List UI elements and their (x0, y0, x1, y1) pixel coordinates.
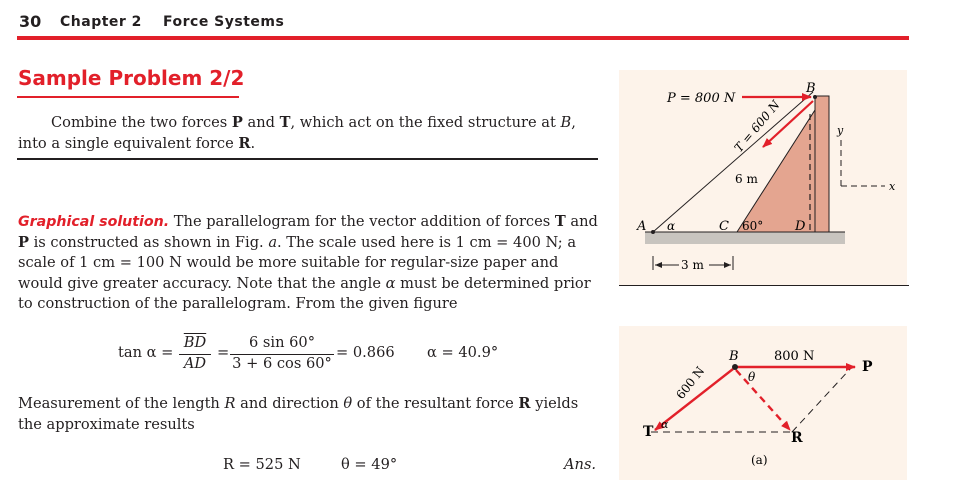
page-number: 30 (19, 12, 42, 31)
structure-figure (619, 70, 907, 285)
label-T-mag: 600 N (673, 363, 708, 402)
svg-text:θ: θ (748, 370, 756, 384)
svg-text:60°: 60° (742, 219, 764, 233)
ground (645, 232, 845, 244)
svg-text:D: D (795, 219, 806, 234)
svg-text:α: α (661, 418, 669, 431)
svg-text:x: x (889, 180, 896, 193)
structure-diagram (619, 70, 907, 285)
title-underline (17, 96, 239, 98)
graphical-solution-paragraph: Graphical solution. The parallelogram for the vector addition of forces T and P is constructed as shown in Fig. a. The scale used here is 1 cm = 400 N; a scale of 1 cm = 100 N would be more suitable for regular-size paper and would give greater accuracy. Note that the angle α must be determined prior to construction of the parallelogram. From the given figure (18, 213, 598, 312)
svg-text:R: R (791, 430, 803, 446)
chapter-label: Chapter 2 (60, 14, 142, 30)
label-P: P = 800 N (667, 91, 736, 106)
answer-label: Ans. (564, 456, 597, 473)
result-line (0, 456, 600, 478)
svg-text:B: B (806, 81, 816, 96)
svg-text:y: y (837, 124, 844, 137)
sample-problem-title: Sample Problem 2/2 (18, 66, 245, 90)
measurement-paragraph: Measurement of the length R and direction θ of the resultant force R yields the approximate results (18, 395, 579, 433)
parallelogram-diagram (619, 326, 907, 480)
figure-rule (619, 285, 909, 286)
svg-text:C: C (719, 219, 729, 234)
result-R: R = 525 N (223, 456, 301, 473)
svg-text:P: P (862, 359, 873, 375)
label-T: T = 600 N (731, 97, 783, 155)
statement-rule (17, 158, 598, 160)
svg-text:T: T (643, 424, 654, 440)
svg-text:A: A (637, 219, 647, 234)
svg-text:B: B (729, 349, 739, 364)
problem-statement: Combine the two forces P and T, which act on the fixed structure at B, into a single equivalent force R. (18, 114, 576, 152)
vertical-wall (815, 96, 829, 232)
figure-caption: (a) (751, 453, 768, 467)
svg-text:α: α (667, 219, 676, 233)
result-theta: θ = 49° (341, 456, 398, 473)
vector-R (736, 370, 790, 430)
svg-text:800 N: 800 N (774, 349, 815, 364)
chapter-title: Force Systems (163, 14, 285, 30)
svg-text:6 m: 6 m (735, 172, 758, 186)
header-rule (17, 36, 909, 40)
parallelogram-figure (619, 326, 907, 480)
svg-text:3 m: 3 m (681, 258, 704, 272)
graphical-solution-label: Graphical solution. (18, 214, 170, 230)
tan-alpha-equation: tan α = $\overline{BD}$ $\overline{AD}$ = 6 sin 60° 3 + 6 cos 60° = 0.866 α = 40.9° (118, 334, 499, 372)
